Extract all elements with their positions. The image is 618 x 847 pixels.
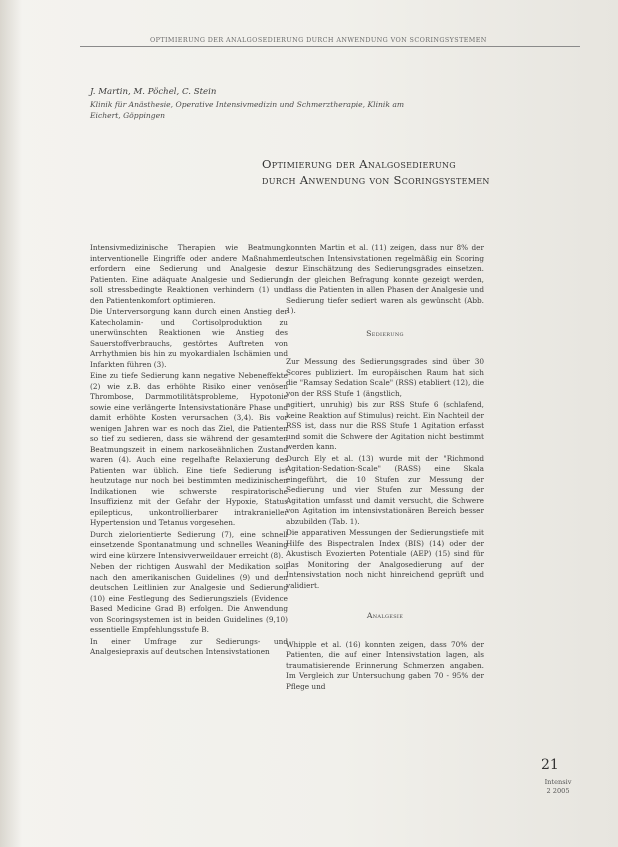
- section-heading-analgesie: Analgesie: [366, 611, 404, 620]
- page-edge-shadow: [0, 0, 22, 847]
- paragraph: Durch zielorientierte Sedierung (7), eine schnell einsetzende Spontanatmung und schnelles Weaning wird eine kürzere Intensivverweildauer erreicht (8).: [90, 529, 288, 560]
- paragraph: agitiert, unruhig) bis zur RSS Stufe 6 (schlafend, keine Reaktion auf Stimulus) reicht. Ein Nachteil der RSS ist, dass nur die RSS Stufe 1 Agitation erfasst und somit die Schwere der Agitation nicht bestimmt werden kann.: [286, 400, 484, 451]
- text-column-left: [90, 243, 288, 843]
- running-header: OPTIMIERUNG DER ANALGOSEDIERUNG DURCH ANWENDUNG VON SCORINGSYSTEMEN: [150, 36, 487, 44]
- journal-issue: [538, 778, 578, 796]
- paragraph: Eine zu tiefe Sedierung kann negative Nebeneffekte (2) wie z.B. das erhöhte Risiko einer venösen Thrombose, Darmmotilitätsprobleme, Hypotonie sowie eine verlängerte Intensivstationäre Phase und damit erhöhte Kosten verursachen (3,4). Bis vor wenigen Jahren war es noch das Ziel, die Patienten so tief zu sedieren, dass sie während der gesamten Beatmungszeit in einem narkoseähnlichen Zustand waren (4). Auch eine regelhafte Relaxierung des Patienten war üblich. Eine tiefe Sedierung ist heutzutage nur noch bei bestimmten medizinischen Indikationen wie schwerste respiratorische Insuffizienz mit der Gefahr der Hypoxie, Status epilepticus, unkontrollierbarer intrakranieller Hypertension und Tetanus vorgesehen.: [90, 371, 288, 527]
- paragraph: konnten Martin et al. (11) zeigen, dass nur 8% der deutschen Intensivstationen regelmäßig ein Scoring zur Einschätzung des Sedierungsgrades einsetzen. In der gleichen Befragung konnte gezeigt werden, dass die Patienten in allen Phasen der Analgesie und Sedierung tiefer sediert waren als gewünscht (Abb. 1).: [286, 243, 484, 315]
- paragraph: Durch Ely et al. (13) wurde mit der "Richmond Agitation-Sedation-Scale" (RASS) eine Skala eingeführt, die 10 Stufen zur Messung der Sedierung und vier Stufen zur Messung der Agitation umfasst und damit versucht, die Schwere von Agitation im intensivstationären Bereich besser abzubilden (Tab. 1).: [286, 453, 484, 526]
- paragraph: Zur Messung des Sedierungsgrades sind über 30 Scores publiziert. Im europäischen Raum hat sich die "Ramsay Sedation Scale" (RSS) etabliert (12), die von der RSS Stufe 1 (ängstlich,: [286, 357, 484, 398]
- authors: J. Martin, M. Pöchel, C. Stein: [90, 87, 217, 97]
- paragraph: Whipple et al. (16) konnten zeigen, dass 70% der Patienten, die auf einer Intensivstation lagen, als traumatisierende Erinnerung Schmerzen angaben. Im Vergleich zur Untersuchung gaben 70 - 95% der Pflege und: [286, 639, 484, 691]
- title-line: Optimierung der Analgosedierung: [262, 157, 456, 171]
- journal-issue-number: 2 2005: [546, 787, 570, 795]
- paragraph: In einer Umfrage zur Sedierungs- und Analgesiepraxis auf deutschen Intensivstationen: [90, 636, 288, 656]
- affiliation: Klinik für Anästhesie, Operative Intensivmedizin und Schmerztherapie, Klinik am Eichert, Göppingen: [90, 100, 405, 120]
- title-line: durch Anwendung von Scoringsystemen: [262, 173, 490, 187]
- paragraph: Intensivmedizinische Therapien wie Beatmung, interventionelle Eingriffe oder andere Maßnahmen erfordern eine Sedierung und Analgesie des Patienten. Eine adäquate Analgesie und Sedierung soll stressbedingte Reaktionen verhindern (1) und den Patientenkomfort optimieren.: [90, 243, 288, 305]
- page-number: 21: [541, 757, 559, 773]
- journal-name: Intensiv: [544, 778, 572, 786]
- section-heading-sedierung: Sedierung: [366, 328, 404, 338]
- text-column-right: [286, 243, 484, 843]
- article-title: [262, 156, 592, 188]
- paragraph: Die apparativen Messungen der Sedierungstiefe mit Hilfe des Bispectralen Index (BIS) (14) oder der Akustisch Evozierten Potentiale (AEP) (15) sind für das Monitoring der Analgosedierung auf der Intensivstation noch nicht hinreichend geprüft und validiert.: [286, 528, 484, 590]
- header-rule: [80, 46, 580, 47]
- paragraph: Neben der richtigen Auswahl der Medikation soll nach den amerikanischen Guidelines (9) und den deutschen Leitlinien zur Analgesie und Sedierung (10) eine Festlegung des Sedierungsziels (Evidence Based Medicine Grad B) erfolgen. Die Anwendung von Scoringsystemen ist in beiden Guidelines (9,10) essentielle Empfehlungsstufe B.: [90, 562, 288, 634]
- paragraph: Die Unterversorgung kann durch einen Anstieg der Katecholamin- und Cortisolproduktion zu unerwünschten Reaktionen wie Anstieg des Sauerstoffverbrauchs, gestörtes Auftreten von Arrhythmien bis hin zu myokardialen Ischämien und Infarkten führen (3).: [90, 307, 288, 369]
